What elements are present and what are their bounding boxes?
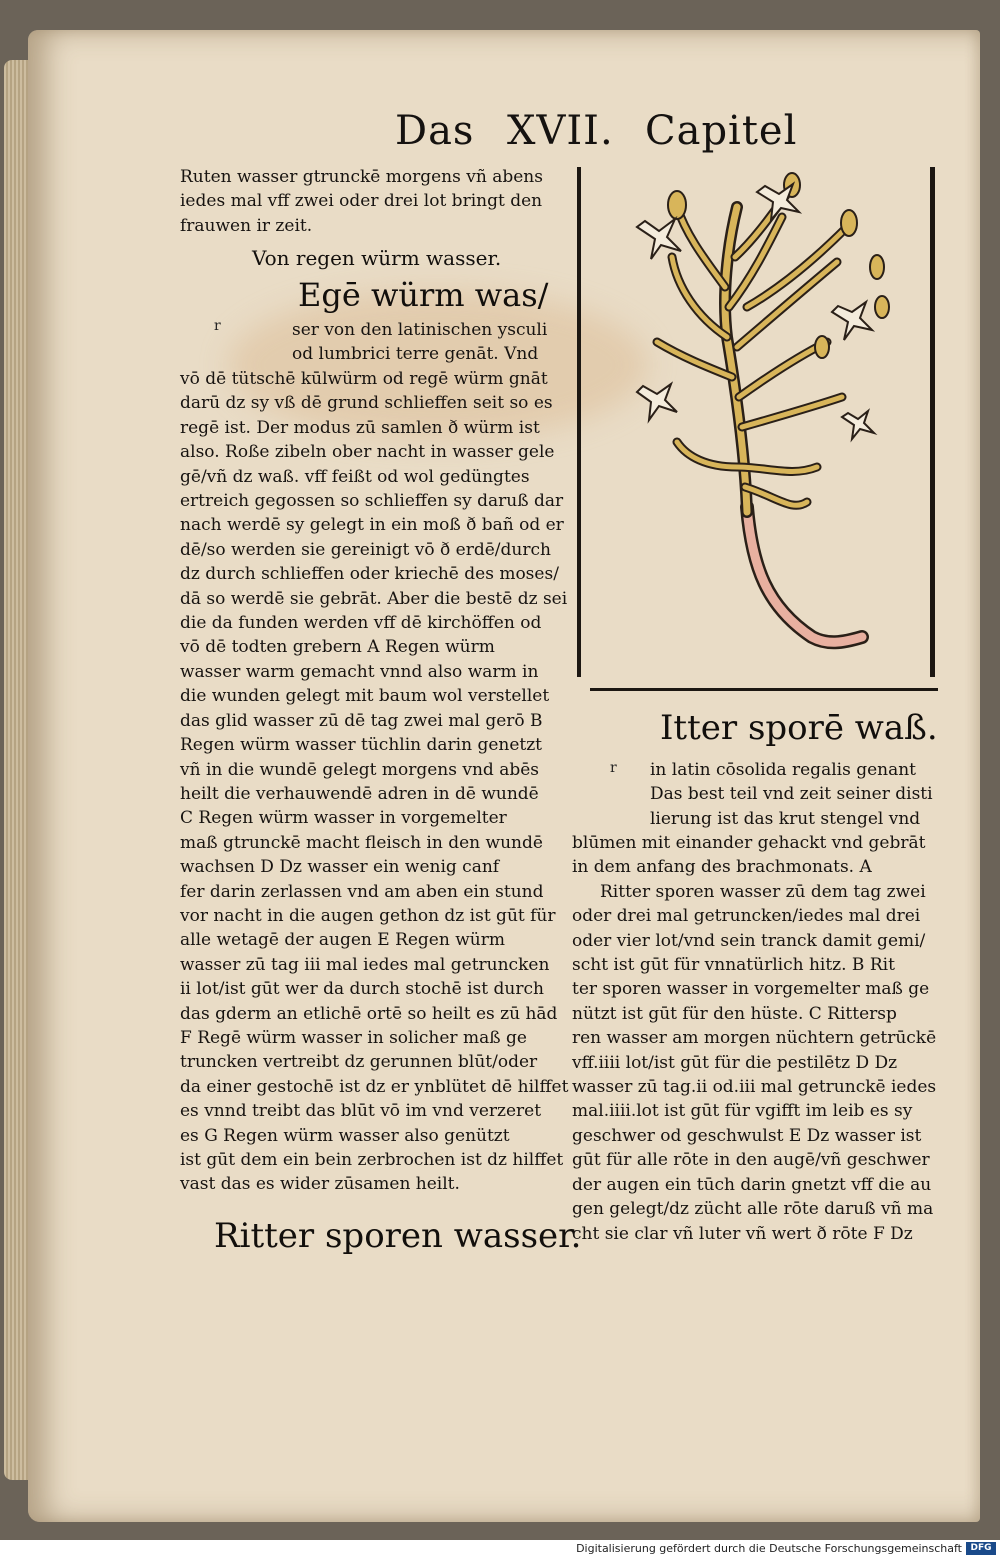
text-line: Ritter sporen wasser zū dem tag zwei [600,881,926,902]
text-line: dz durch schlieffen oder kriechē des moses/ [180,564,559,585]
text-line: maß gtrunckē macht fleisch in den wundē [180,832,543,853]
text-line: cht sie clar vñ luter vñ wert ð rōte F Dz [572,1223,913,1244]
text-line: blūmen mit einander gehackt vnd gebrāt [572,833,926,853]
text-line: oder vier lot/vnd sein tranck damit gemi/ [572,930,926,951]
text-line: die wunden gelegt mit baum wol verstellet [180,686,550,707]
text-line: es vnnd treibt das blūt vō im vnd verzeret [180,1101,542,1122]
text-line: nützt ist gūt für den hüste. C Rittersp [572,1003,897,1024]
text-line: mal.iiii.lot ist gūt für vgifft im leib es sy [572,1101,913,1122]
text-line: gē/vñ dz waß. vff feißt od wol gedüngtes [180,466,530,487]
left-closing-heading: Ritter sporen wasser. [214,1216,582,1256]
running-head [395,108,798,156]
left-body [180,367,568,1197]
text-line: heilt die verhauwendē adren in dē wundē [180,783,539,804]
text-line: od lumbrici terre genāt. Vnd [292,344,539,365]
text-line: truncken vertreibt dz gerunnen blūt/oder [180,1052,538,1073]
text-line: in latin cōsolida regalis genant [650,760,917,780]
text-line: fer darin zerlassen vnd am aben ein stund [180,881,544,902]
text-line: alle wetagē der augen E Regen würm [180,930,505,951]
text-line: wasser zū tag.ii od.iii mal getrunckē iedes [572,1077,937,1098]
text-line: vō dē todten grebern A Regen würm [180,637,495,658]
text-line: das glid wasser zū dē tag zwei mal gerō B [180,710,543,731]
text-line: nach werdē sy gelegt in ein moß ð bañ od er [180,515,564,536]
right-body [572,831,936,1246]
text-line: vff.iiii lot/ist gūt für die pestilētz D Dz [572,1052,898,1073]
text-line: ii lot/ist gūt wer da durch stochē ist durch [180,979,544,1000]
text-line: also. Roße zibeln ober nacht in wasser gele [180,442,555,463]
text-line: vñ in die wundē gelegt morgens vnd abēs [180,759,540,780]
text-line: das gderm an etlichē ortē so heilt es zū hād [180,1003,558,1024]
text-line: C Regen würm wasser in vorgemelter [180,808,507,829]
text-line: F Regē würm wasser in solicher maß ge [180,1027,527,1048]
text-line: Das best teil vnd zeit seiner disti [650,784,933,805]
left-intro [180,165,543,238]
text-line: ren wasser am morgen nüchtern getrūckē [572,1028,937,1049]
larkspur-woodcut-illustration [577,167,935,677]
right-initial-letter: r [610,760,617,776]
text-line: der augen ein tūch darin gnetzt vff die au [572,1174,932,1195]
right-heading: Itter sporē waß. [660,708,938,748]
text-line: in dem anfang des brachmonats. A [572,857,872,878]
left-initial-letter: r [214,318,221,334]
running-head-word1: Das [395,108,475,154]
text-line: Regen würm wasser tüchlin darin genetzt [180,735,543,756]
text-line: ertreich gegossen so schlieffen sy daruß dar [180,491,564,512]
footer-credit: Digitalisierung gefördert durch die Deutsche Forschungsgemeinschaft [576,1542,962,1555]
text-line: es G Regen würm wasser also genützt [180,1125,510,1146]
text-line: vast das es wider zūsamen heilt. [180,1174,460,1195]
text-line: lierung ist das krut stengel vnd [650,808,921,829]
text-line: wachsen D Dz wasser ein wenig canf [180,857,500,878]
text-line: vō dē tütschē kūlwürm od regē würm gnāt [180,369,548,389]
text-line: da einer gestochē ist dz er ynblütet dē hilffet [180,1076,569,1097]
dfg-logo: DFG [966,1542,996,1555]
running-head-word2: Capitel [645,108,798,154]
text-line: oder drei mal getruncken/iedes mal drei [572,906,921,927]
text-line: ist gūt dem ein bein zerbrochen ist dz hilffet [180,1150,564,1170]
text-line: geschwer od geschwulst E Dz wasser ist [572,1125,922,1146]
text-line: regē ist. Der modus zū samlen ð würm ist [180,417,540,438]
text-line: gen gelegt/dz zücht alle rōte daruß vñ ma [572,1199,934,1220]
woodcut-frame [577,167,935,677]
text-line: ter sporen wasser in vorgemelter maß ge [572,979,930,1000]
left-heading: Egē würm was/ [298,276,549,314]
text-line: scht ist gūt für vnnatürlich hitz. B Rit [572,955,895,976]
running-head-numeral: XVII. [507,108,614,154]
text-line: Ruten wasser gtrunckē morgens vñ abens [180,167,543,187]
column-divider-rule [590,688,938,691]
text-line: wasser zū tag iii mal iedes mal getruncken [180,954,550,975]
text-line: vor nacht in die augen gethon dz ist gūt für [180,905,556,926]
left-indented [292,318,547,367]
text-line: ser von den latinischen ysculi [292,320,548,340]
text-line: iedes mal vff zwei oder drei lot bringt den [180,191,543,212]
text-line: wasser warm gemacht vnnd also warm in [180,661,539,682]
text-line: dē/so werden sie gereinigt vō ð erdē/durch [180,539,551,560]
text-line: frauwen ir zeit. [180,215,313,236]
text-line: dā so werdē sie gebrāt. Aber die bestē dz sei [180,588,568,609]
text-line: darū dz sy vß dē grund schlieffen seit so es [180,393,553,414]
right-indented [650,758,933,831]
text-line: die da funden werden vff dē kirchöffen od [180,613,542,634]
text-line: gūt für alle rōte in den augē/vñ geschwer [572,1150,930,1171]
left-subheading: Von regen würm wasser. [252,246,502,270]
